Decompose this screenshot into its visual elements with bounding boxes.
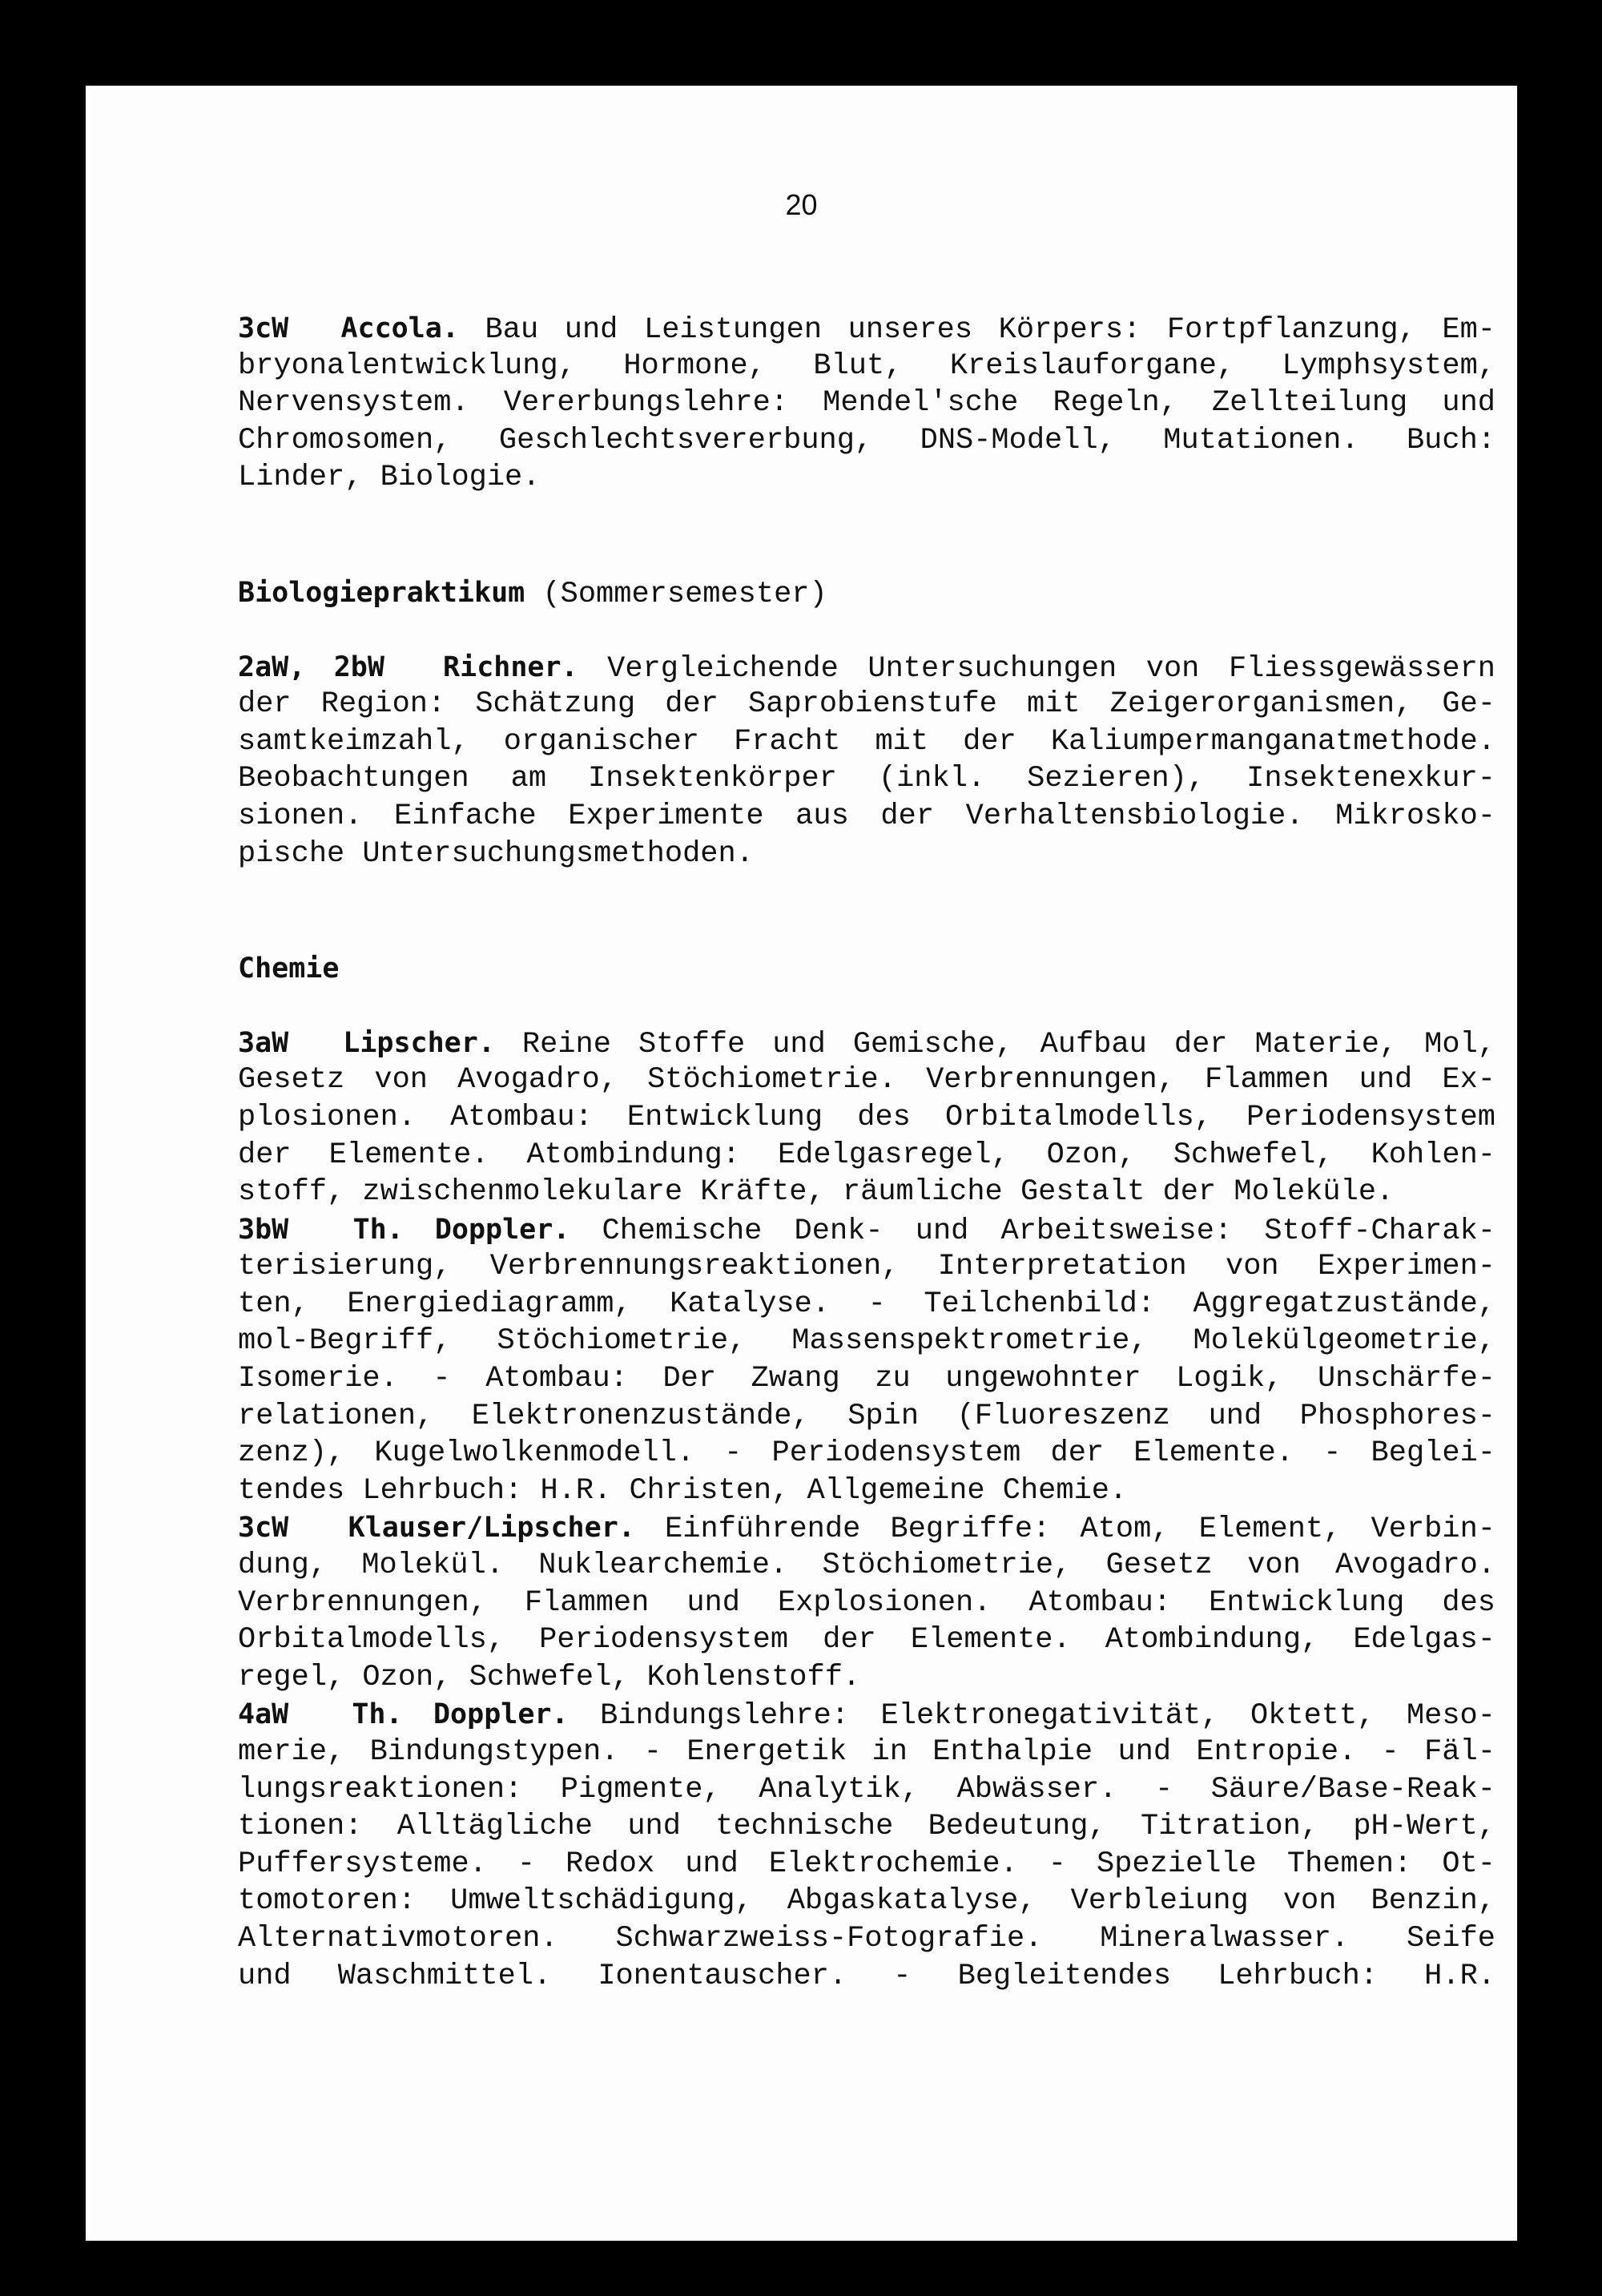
page-number: 20 <box>785 188 818 221</box>
entry-text-line: Orbitalmodells, Periodensystem der Elemente. Atombindung, Edelgas- <box>238 1623 1495 1658</box>
section-heading-chemie <box>238 950 1495 988</box>
entry-text-line: regel, Ozon, Schwefel, Kohlenstoff. <box>238 1660 861 1694</box>
entry-text-line: dung, Molekül. Nuklearchemie. Stöchiometrie, Gesetz von Avogadro. <box>238 1549 1495 1583</box>
entry-text-line: Chromosomen, Geschlechtsvererbung, DNS-Modell, Mutationen. Buch: <box>238 423 1495 457</box>
entry-first-line <box>238 1025 1495 1062</box>
entry-text-line: tionen: Alltägliche und technische Bedeutung, Titration, pH-Wert, <box>238 1810 1495 1844</box>
class-code: 2aW, 2bW <box>238 651 384 683</box>
course-entry-3bw <box>238 1211 1495 1510</box>
entry-text: Bindungslehre: Elektronegativität, Oktett, Meso- <box>568 1699 1495 1734</box>
entry-text-line: Gesetz von Avogadro, Stöchiometrie. Verbrennungen, Flammen und Ex- <box>238 1063 1495 1098</box>
entry-text-line: der Region: Schätzung der Saprobienstufe mit Zeigerorganismen, Ge- <box>238 687 1495 722</box>
entry-first-line <box>238 1696 1495 1734</box>
entry-text-line: tomotoren: Umweltschädigung, Abgaskatalyse, Verbleiung von Benzin, <box>238 1884 1495 1919</box>
class-code: 4aW <box>238 1698 289 1731</box>
entry-text-line: mol-Begriff, Stöchiometrie, Massenspektrometrie, Molekülgeometrie, <box>238 1324 1495 1359</box>
teacher-name: Klauser/Lipscher. <box>348 1512 635 1545</box>
entry-text-line: tendes Lehrbuch: H.R. Christen, Allgemeine Chemie. <box>238 1473 1128 1508</box>
course-entry-4aw <box>238 1696 1495 1995</box>
entry-text-line: Verbrennungen, Flammen und Explosionen. Atombau: Entwicklung des <box>238 1585 1495 1620</box>
entry-text-line: pische Untersuchungsmethoden. <box>238 836 754 871</box>
class-code: 3cW <box>238 1512 289 1545</box>
section-title: Biologiepraktikum <box>238 576 525 609</box>
entry-text: Bau und Leistungen unseres Körpers: Fortpflanzung, Em- <box>458 313 1495 347</box>
course-entry-accola <box>238 310 1495 497</box>
entry-first-line <box>238 1211 1495 1249</box>
page-content <box>238 310 1495 1995</box>
entry-text: Einführende Begriffe: Atom, Element, Verbin- <box>634 1513 1495 1547</box>
entry-text-line: sionen. Einfache Experimente aus der Verhaltensbiologie. Mikrosko- <box>238 799 1495 833</box>
course-entry-3cw <box>238 1509 1495 1696</box>
teacher-name: Accola. <box>340 312 459 344</box>
section-title: Chemie <box>238 953 340 985</box>
entry-text: Reine Stoffe und Gemische, Aufbau der Materie, Mol, <box>494 1027 1495 1061</box>
entry-text-line: merie, Bindungstypen. - Energetik in Enthalpie und Entropie. - Fäl- <box>238 1735 1495 1769</box>
section-heading-biologiepraktikum <box>238 574 1495 612</box>
entry-text-line: Alternativmotoren. Schwarzweiss-Fotografie. Mineralwasser. Seife <box>238 1921 1495 1956</box>
entry-text-line: Beobachtungen am Insektenkörper (inkl. Sezieren), Insektenexkur- <box>238 762 1495 796</box>
entry-text-line: lungsreaktionen: Pigmente, Analytik, Abwässer. - Säure/Base-Reak- <box>238 1772 1495 1807</box>
entry-first-line <box>238 1509 1495 1547</box>
entry-text-line: ten, Energiediagramm, Katalyse. - Teilchenbild: Aggregatzustände, <box>238 1287 1495 1321</box>
entry-first-line <box>238 310 1495 348</box>
entry-text-line: stoff, zwischenmolekulare Kräfte, räumliche Gestalt der Moleküle. <box>238 1175 1395 1210</box>
teacher-name: Richner. <box>443 651 578 683</box>
entry-text-line: terisierung, Verbrennungsreaktionen, Interpretation von Experimen- <box>238 1250 1495 1284</box>
teacher-name: Th. Doppler. <box>352 1213 570 1246</box>
document-page <box>86 86 1517 2241</box>
course-entry-3aw <box>238 1025 1495 1211</box>
entry-text-line: und Waschmittel. Ionentauscher. - Begleitendes Lehrbuch: H.R. <box>238 1959 1495 1993</box>
class-code: 3bW <box>238 1213 289 1246</box>
course-entry-richner <box>238 649 1495 873</box>
teacher-name: Th. Doppler. <box>352 1698 569 1731</box>
entry-text-line: bryonalentwicklung, Hormone, Blut, Kreislauforgane, Lymphsystem, <box>238 348 1495 383</box>
entry-text-line: zenz), Kugelwolkenmodell. - Periodensystem der Elemente. - Beglei- <box>238 1436 1495 1471</box>
entry-first-line <box>238 649 1495 687</box>
entry-text-line: Isomerie. - Atombau: Der Zwang zu ungewohnter Logik, Unschärfe- <box>238 1362 1495 1396</box>
entry-text-line: relationen, Elektronenzustände, Spin (Fluoreszenz und Phosphores- <box>238 1399 1495 1433</box>
section-note: (Sommersemester) <box>525 577 827 611</box>
teacher-name: Lipscher. <box>343 1026 495 1059</box>
entry-text-line: samtkeimzahl, organischer Fracht mit der Kaliumpermanganatmethode. <box>238 724 1495 759</box>
entry-text-line: Nervensystem. Vererbungslehre: Mendel'sche Regeln, Zellteilung und <box>238 386 1495 421</box>
entry-text-line: Linder, Biologie. <box>238 461 541 495</box>
entry-text: Vergleichende Untersuchungen von Fliessgewässern <box>578 651 1495 686</box>
class-code: 3cW <box>238 312 289 344</box>
entry-text-line: plosionen. Atombau: Entwicklung des Orbitalmodells, Periodensystem <box>238 1100 1495 1134</box>
entry-text-line: der Elemente. Atombindung: Edelgasregel, Ozon, Schwefel, Kohlen- <box>238 1138 1495 1172</box>
entry-text-line: Puffersysteme. - Redox und Elektrochemie. - Spezielle Themen: Ot- <box>238 1847 1495 1881</box>
class-code: 3aW <box>238 1026 289 1059</box>
entry-text: Chemische Denk- und Arbeitsweise: Stoff-Charak- <box>570 1214 1495 1248</box>
